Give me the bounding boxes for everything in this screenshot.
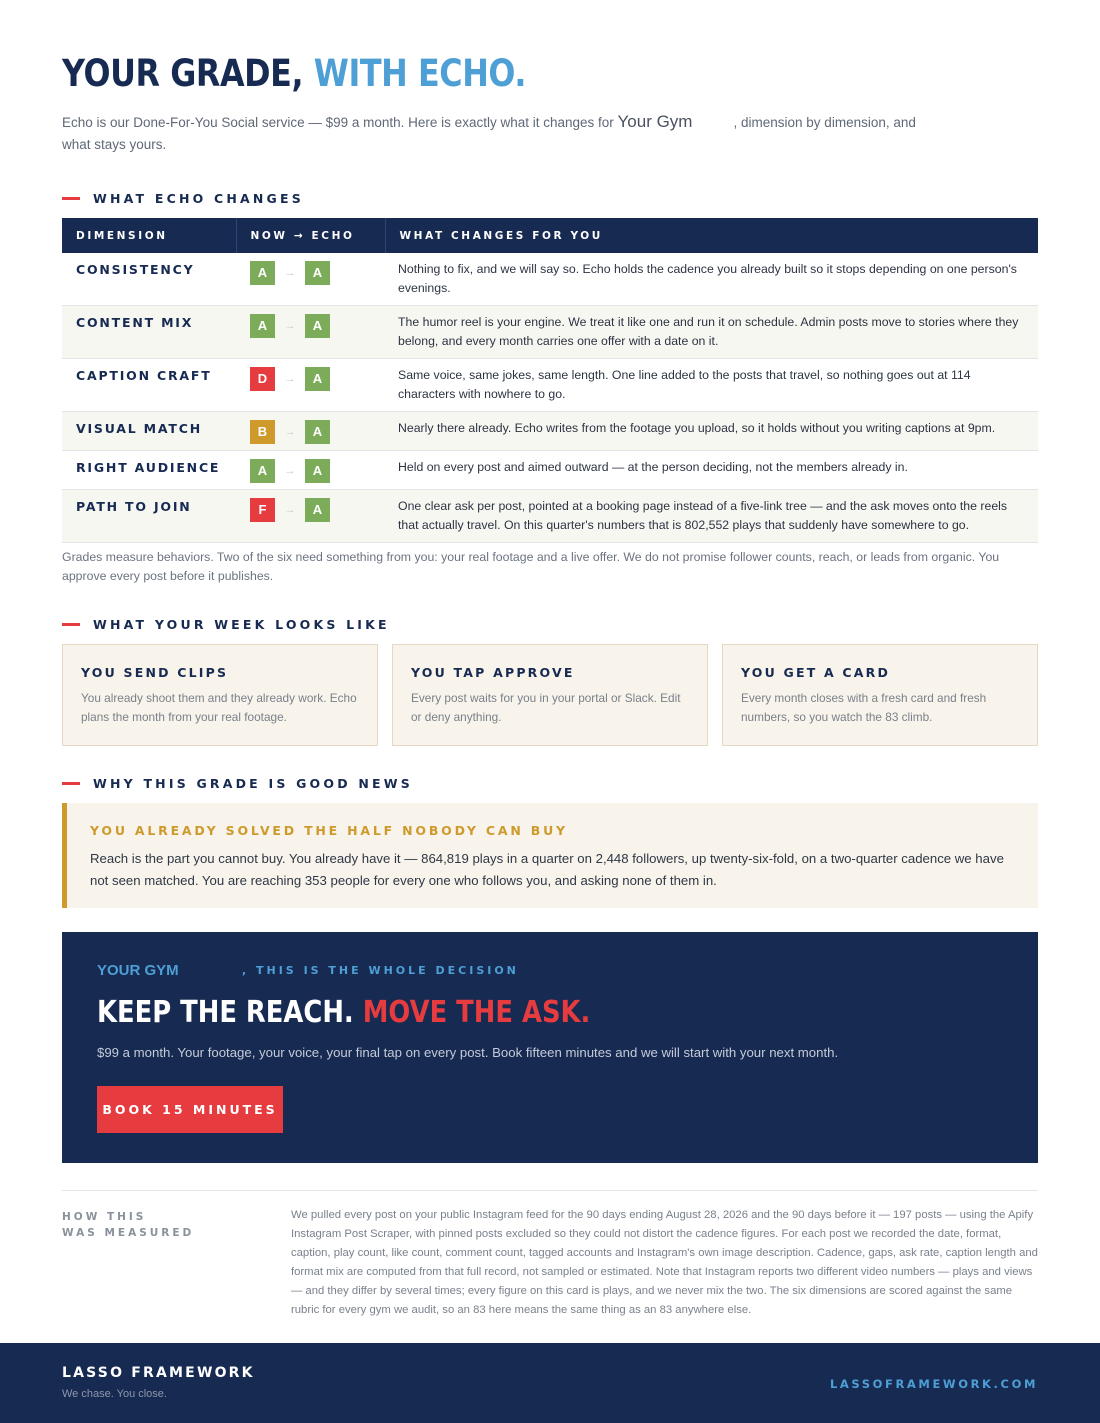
methodology-label-line: WAS MEASURED [62,1227,195,1239]
cta-eyebrow [97,962,519,979]
cta-gym-name: YOUR GYM [97,962,179,979]
methodology-text: We pulled every post on your public Instagram feed for the 90 days ending August 28, 2026 and the 90 days before it — 197 posts — using the Apify Instagram Post Scraper, with pinned posts excluded so they could not distort the cadence figures. For each post we recorded the date, format, caption, play count, like count, comment count, tagged accounts and Instagram's own image description. Cadence, gaps, ask rate, caption length and format mix are computed from that full record, not sampled or estimated. Note that Instagram reports two different video numbers — plays and views — and they differ by several times; every figure on this card is plays, and we never mix the two. The six dimensions are scored against the same rubric for every gym we audit, so an 83 here means the same thing as an 83 anywhere else. [291,1209,1038,1316]
footer [0,1343,1100,1423]
arrow-icon: → [284,373,296,385]
grade-echo-badge: A [305,261,330,285]
dimension-name: PATH TO JOIN [62,490,236,543]
footer-brand: LASSO FRAMEWORK [62,1365,255,1381]
change-description: Nothing to fix, and we will say so. Echo holds the cadence you already built so it stops depending on one person's evenings. [385,253,1038,306]
cta-subtext: $99 a month. Your footage, your voice, your final tap on every post. Book fifteen minutes and we will start with your next month. [97,1045,839,1060]
intro-before: Echo is our Done-For-You Social service — $99 a month. Here is exactly what it changes for [62,115,618,130]
arrow-icon: → [284,267,296,279]
grade-now-badge: D [250,367,275,391]
column-header-dimension: DIMENSION [62,218,236,253]
dimension-name: CONSISTENCY [62,253,236,306]
page-title [62,52,526,95]
section-heading-why [62,774,413,792]
grade-cell [236,359,385,412]
change-description: The humor reel is your engine. We treat it like one and run it on schedule. Admin posts move to stories where they belong, and every month carries one offer with a date on it. [385,306,1038,359]
column-header-grades: NOW → ECHO [236,218,385,253]
table-row [62,253,1038,306]
table-header-row [62,218,1038,253]
week-card [62,644,378,746]
card-body: You already shoot them and they already work. Echo plans the month from your real footage. [81,691,357,724]
book-call-button[interactable]: BOOK 15 MINUTES [97,1086,283,1133]
card-body: Every post waits for you in your portal or Slack. Edit or deny anything. [411,691,681,724]
section-heading-text: WHAT YOUR WEEK LOOKS LIKE [93,616,390,632]
grade-cell [236,490,385,543]
grade-echo-badge: A [305,459,330,483]
change-description: One clear ask per post, pointed at a booking page instead of a five-link tree — and the ask moves onto the reels that actually travel. On this quarter's numbers that is 802,552 plays that suddenly have somewhere to go. [385,490,1038,543]
grade-cell [236,451,385,490]
callout-body: Reach is the part you cannot buy. You already have it — 864,819 plays in a quarter on 2,448 followers, up twenty-six-fold, on a two-quarter cadence we have not seen matched. You are reaching 353 people for every one who follows you, and asking none of them in. [90,851,1004,888]
table-row [62,359,1038,412]
card-title: YOU TAP APPROVE [411,665,575,680]
grade-now-badge: B [250,420,275,444]
callout-title: YOU ALREADY SOLVED THE HALF NOBODY CAN BUY [90,823,568,838]
week-card [392,644,708,746]
arrow-icon: → [284,320,296,332]
methodology-label-line: HOW THIS [62,1211,147,1223]
change-description: Held on every post and aimed outward — at the person deciding, not the members already in. [385,451,1038,490]
table-row [62,412,1038,451]
good-news-callout [62,803,1038,908]
grade-echo-badge: A [305,314,330,338]
section-heading-changes [62,189,304,207]
table-row [62,490,1038,543]
grade-now-badge: A [250,459,275,483]
table-footnote: Grades measure behaviors. Two of the six need something from you: your real footage and a live offer. We do not promise follower counts, reach, or leads from organic. You approve every post before it publishes. [62,550,1000,583]
arrow-icon: → [284,465,296,477]
section-heading-week [62,615,390,633]
gym-name: Your Gym [617,112,693,131]
week-card [722,644,1038,746]
card-title: YOU GET A CARD [741,665,891,680]
divider [62,1190,1038,1191]
dimension-name: CAPTION CRAFT [62,359,236,412]
section-accent-bar [62,782,80,785]
dimension-name: CONTENT MIX [62,306,236,359]
grade-now-badge: A [250,314,275,338]
cta-eyebrow-text: , THIS IS THE WHOLE DECISION [242,964,519,977]
column-header-changes: WHAT CHANGES FOR YOU [385,218,1038,253]
card-body: Every month closes with a fresh card and fresh numbers, so you watch the 83 climb. [741,691,987,724]
grade-echo-badge: A [305,367,330,391]
grades-table [62,218,1038,543]
card-title: YOU SEND CLIPS [81,665,229,680]
grade-cell [236,306,385,359]
cta-headline-white: KEEP THE REACH. [97,995,363,1030]
change-description: Nearly there already. Echo writes from the footage you upload, so it holds without you writing captions at 9pm. [385,412,1038,451]
grade-cell [236,412,385,451]
grade-echo-badge: A [305,498,330,522]
section-heading-text: WHAT ECHO CHANGES [93,190,304,206]
section-heading-text: WHY THIS GRADE IS GOOD NEWS [93,775,413,791]
methodology-label [62,1209,262,1241]
grade-now-badge: A [250,261,275,285]
section-accent-bar [62,197,80,200]
intro-after: , dimension by dimension, and what stays yours. [62,115,916,152]
grade-now-badge: F [250,498,275,522]
arrow-icon: → [284,504,296,516]
cta-headline [97,995,590,1030]
week-cards [62,644,1038,746]
title-main: YOUR GRADE, [62,52,314,95]
footer-website-link[interactable]: LASSOFRAMEWORK.COM [829,1377,1038,1391]
change-description: Same voice, same jokes, same length. One line added to the posts that travel, so nothing goes out at 114 characters with nowhere to go. [385,359,1038,412]
cta-panel [62,932,1038,1163]
arrow-icon: → [284,426,296,438]
footer-tagline: We chase. You close. [62,1388,167,1400]
grade-cell [236,253,385,306]
section-accent-bar [62,623,80,626]
dimension-name: RIGHT AUDIENCE [62,451,236,490]
table-row [62,451,1038,490]
table-row [62,306,1038,359]
title-accent: WITH ECHO. [313,52,526,95]
intro-paragraph [62,111,932,156]
cta-headline-red: MOVE THE ASK. [362,995,591,1030]
grade-echo-badge: A [305,420,330,444]
dimension-name: VISUAL MATCH [62,412,236,451]
